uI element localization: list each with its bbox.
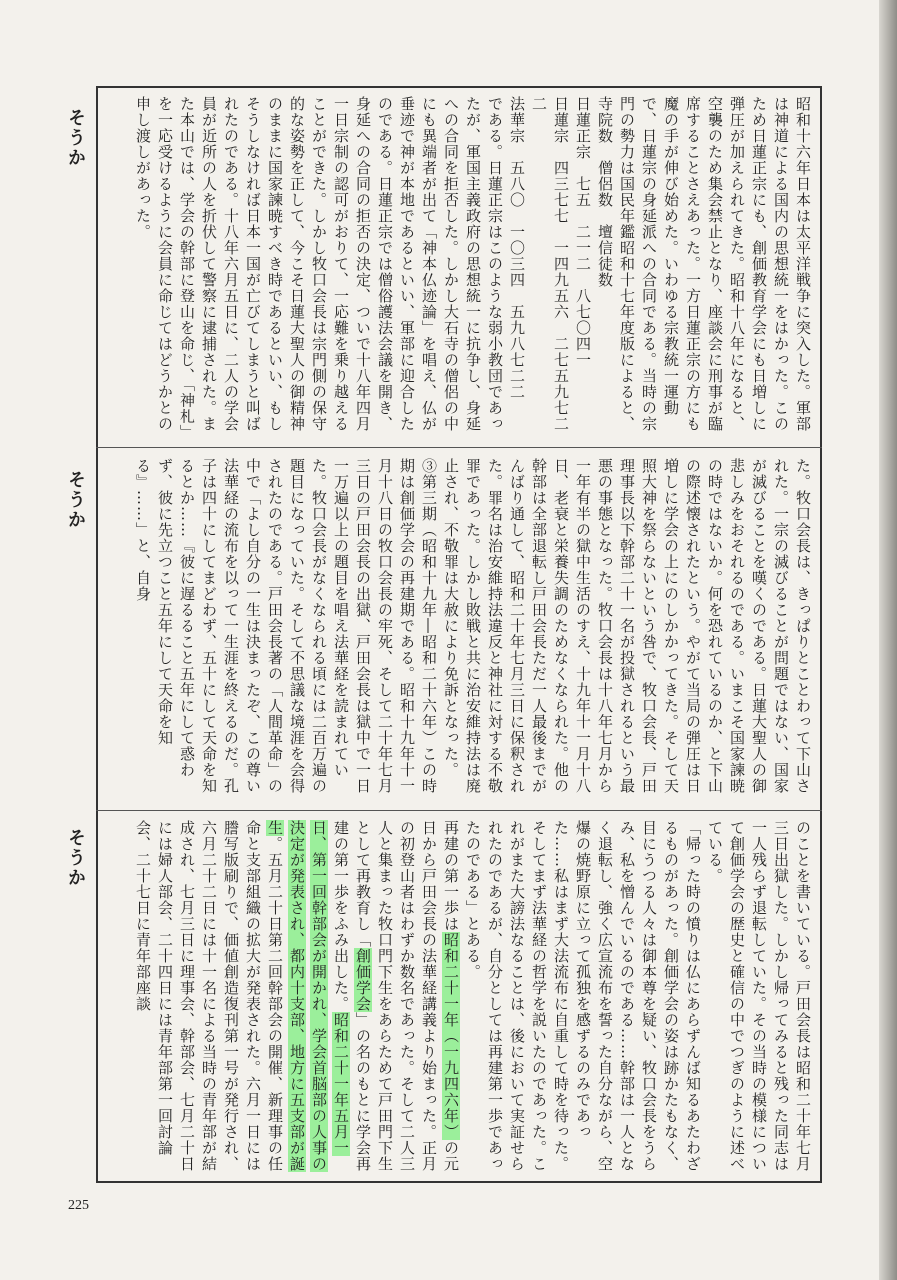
paragraph-body-2: た。牧口会長は、きっぱりとことわって下山された。一宗の滅びることが問題ではない、国家が滅びることを嘆くのである。日蓮大聖人の御悲しみをおそれるのである。いまこそ国家諫暁の時ではないか。何を恐れているのか、と下山の際述懐されたという。やがて当局の弾圧は日増しに学会の上にのしかかってきた。そして天照大神を祭らないという咎で、牧口会長、戸田理事長以下幹部二十一名が投獄されるという最悪の事態となった。牧口会長は十八年七月から一年有半の獄中生活のすえ、十九年十一月十八日、老衰と栄養失調のためなくなられた。他の幹部は全部退転し戸田会長ただ一人最後までがんばり通して、昭和二十年七月三日に保釈された。罪名は治安維持法違反と神社に対する不敬罪であった。しかし敗戦と共に治安維持法は廃止され、不敬罪は大赦により免訴となった。 [442,458,812,794]
page-number: 225 [68,1198,89,1213]
paragraph-body-1: である。日蓮正宗はこのような弱小教団であったが、軍国主義政府の思想統一に抗争し、身延への合同を拒否した。しかし大石寺の僧侶の中にも異端者が出て「神本仏迹論」を唱え、仏が垂迹で神が本地であるといい、軍部に迎合したのである。日蓮正宗では僧俗護法会議を開き、身延への合同の拒否の決定、ついで十八年四月一日宗制の認可がおりて、一応難を乗り越えることができた。しかし牧口会長は宗門側の保守的な姿勢を正して、今こそ日蓮大聖人の御精神のままに国家諫暁すべき時であるといい、もしそうしなければ日本一国が亡びてしまうと叫ばれたのである。十八年六月五日に、二人の学会員が近所の人を折伏して警察に逮捕された。また本山では、学会の幹部に登山を命じ、「神札」を一応受けるように会員に命じてはどうかとの申し渡しがあった。 [134,96,504,433]
table-row-nichiren-shoshu: 日蓮正宗 七五 二一二 八七〇四一 [574,96,592,368]
highlight-soka-gakkai: 創価学会 [354,948,372,1012]
side-label-2: そうか [65,470,86,530]
table-row-nichirenshu: 日蓮宗 四三七七 一四九五六 二七五九七二二 [530,96,570,432]
section-divider-2 [96,810,822,811]
paragraph-period-3: ③第三期（昭和十九年―昭和二十六年）この時期は創価学会の再建期である。昭和十九年十一月十八日の牧口会長の牢死、そして二十年七月三日の戸田会長の出獄、戸田会長は獄中で一日一万遍以上の題目を唱え法華経を読まれていた。牧口会長がなくなられる頃には二百万遍の題目になっていた。そして不思議な境涯を会得されたのである。戸田会長著の「人間革命」の中で「よし自分の一生は決まったぞ、この尊い法華経の流布を以って一生涯を終えるのだ。孔子は四十にしてまどわず、五十にして天命を知るとか……『彼に遅るること五年にして惑わず、彼に先立つこと五年にして天命を知る』……」と、自身 [134,458,438,794]
highlight-first-leaders-meeting: 昭和二十一年五月一日、第一回幹部会が開かれ、学会首脳部の人事の決定が発表され、都内十支部、地方に五支部が誕生 [266,820,350,1172]
text-run: 。五月二十日第二回幹部会の開催、新理事の任命と支部組織の拡大が発表された。六月一日には謄写版刷りで、価値創造復刊第一号が発行され、六月二十二日には十一名による当時の青年部が結成され、七月三日に理事会、幹部会、七月二十日には婦人部会、二十四日には青年部第一回討論会、二十七日に青年部座談 [134,820,284,1172]
text-block-3 [106,820,814,1172]
paragraph-3-1: のことを書いている。戸田会長は昭和二十年七月三日出獄した。しかし帰ってみると残った同志は一人残らず退転していた。その当時の模様について創価学会の歴史と確信の中でつぎのように述べている。 [706,820,812,1172]
side-label-1: そうか [65,108,86,168]
table-row-hokkeshu: 法華宗 五八〇 一〇三四 五九八七二二 [508,96,526,400]
paragraph-3-2: 「帰った時の憤りは仏にあらずんば知るあたわざるものがあった。創価学会の姿は跡かたもなく、目にうつる人々は御本尊を疑い、牧口会長をうらみ、私を憎んでいるのである……幹部は一人となく退転し、強く広宣流布を誓った自分ながら、空爆の焼野原に立って孤独を感ずるのみであった……私はまず大法流布に自重して時を待った。そしてまず法華経の哲学を説いたのであった。これがまた大謗法なることは、後において実証せられたのであるが、自分としては再建第一歩であったのである」とある。 [464,820,702,1172]
table-header: 寺院数 僧侶数 壇信徒数 [596,96,614,288]
page-edge-shadow [879,0,897,1280]
highlight-1946: 昭和二十一年（一九四六年） [442,932,460,1140]
text-run: の元日から戸田会長の法華経講義より始まった。正月の初登山者はわずか数名であった。そして二人三人と集まった牧口門下生をあらためて戸田門下生として再教育し「 [354,820,460,1172]
paragraph-intro: 昭和十六年日本は太平洋戦争に突入した。軍部は神道による国内の思想統一をはかった。このため日蓮正宗にも、創価教育学会にも日増しに弾圧が加えられてきた。昭和十八年になると、空襲のため集会禁止となり、座談会に刑事が臨席することさえあった。一方日蓮正宗の方にも魔の手が伸び始めた。いわゆる宗教統一運動で、日蓮宗の身延派への合同である。当時の宗門の勢力は国民年鑑昭和十七年度版によると、 [618,96,812,432]
text-block-1 [106,96,814,440]
text-block-2 [106,458,814,802]
paragraph-3-3 [132,820,462,1172]
text-run: 」の名のもとに学会再建の第一歩をふみ出した。 [332,820,372,1172]
section-divider-1 [96,447,822,448]
side-label-3: そうか [65,828,86,888]
text-run: 再建の第一歩は [442,820,460,932]
